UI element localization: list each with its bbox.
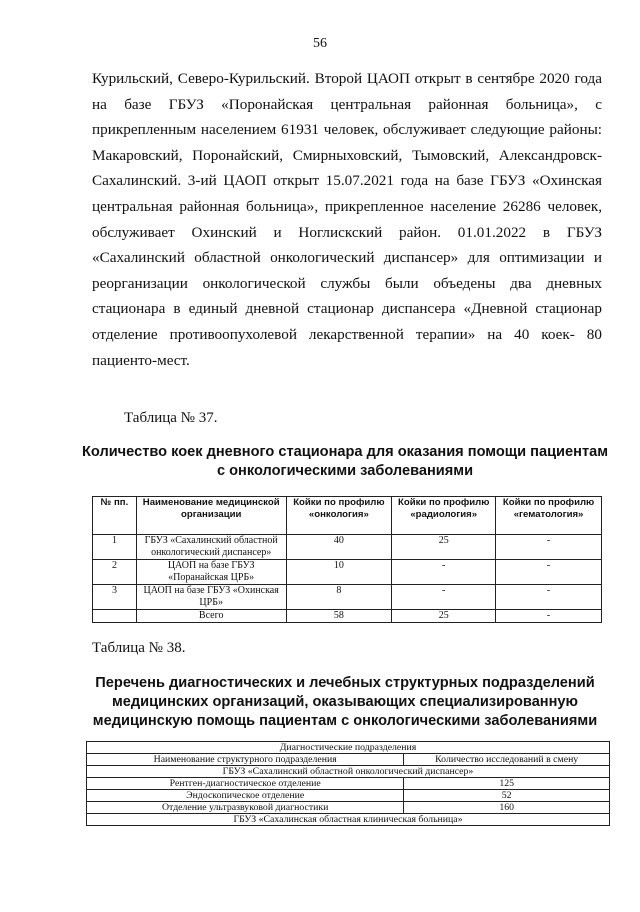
table-38-title-line-1: Перечень диагностических и лечебных структурных подразделений bbox=[95, 675, 595, 691]
table-cell bbox=[93, 610, 137, 623]
table-cell: 8 bbox=[286, 585, 392, 610]
table-row bbox=[93, 560, 602, 585]
table-cell: ГБУЗ «Сахалинский областной онкологический диспансер» bbox=[136, 535, 286, 560]
organization-name: ГБУЗ «Сахалинская областная клиническая больница» bbox=[87, 814, 610, 826]
table-cell: - bbox=[392, 585, 496, 610]
body-paragraph: Курильский, Северо-Курильский. Второй ЦАОП открыт в сентябре 2020 года на базе ГБУЗ «Поронайская центральная районная больница», с прикрепленным населением 61931 человек, обслуживает следующие районы: Макаровский, Поронайский, Смирныховский, Тымовский, Александровск-Сахалинский. 3-ий ЦАОП открыт 15.07.2021 года на базе ГБУЗ «Охинская центральная районная больница», прикрепленное население 26286 человек, обслуживает Охинский и Ноглискский район. 01.01.2022 в ГБУЗ «Сахалинский областной онкологический диспансер» для оптимизации и реорганизации онкологической службы были объедены два дневных стационара в единый дневной стационар диспансера «Дневной стационар отделение противоопухолевой лекарственной терапии» на 40 коек- 80 пациенто-мест. bbox=[92, 70, 602, 369]
table-37-header-row bbox=[93, 497, 602, 535]
header-unit-name: Наименование структурного подразделения bbox=[87, 754, 404, 766]
table-cell: Эндоскопическое отделение bbox=[87, 790, 404, 802]
table-cell: Отделение ультразвуковой диагностики bbox=[87, 802, 404, 814]
table-cell: - bbox=[496, 535, 602, 560]
table-cell: 25 bbox=[392, 535, 496, 560]
table-cell: - bbox=[392, 560, 496, 585]
table-38-title bbox=[80, 674, 610, 731]
table-cell: - bbox=[496, 560, 602, 585]
table-cell: ЦАОП на базе ГБУЗ «Поранайская ЦРБ» bbox=[136, 560, 286, 585]
table-37 bbox=[92, 496, 602, 623]
header-organization: Наименование медицинской организации bbox=[136, 497, 286, 535]
table-cell: 160 bbox=[404, 802, 610, 814]
table-cell: 3 bbox=[93, 585, 137, 610]
header-number: № пп. bbox=[93, 497, 137, 535]
header-oncology-beds: Койки по профилю «онкология» bbox=[286, 497, 392, 535]
table-38-section-row bbox=[87, 742, 610, 754]
table-cell: 52 bbox=[404, 790, 610, 802]
table-cell: 125 bbox=[404, 778, 610, 790]
table-row bbox=[87, 790, 610, 802]
table-cell: 25 bbox=[392, 610, 496, 623]
header-radiology-beds: Койки по профилю «радиология» bbox=[392, 497, 496, 535]
table-cell: ЦАОП на базе ГБУЗ «Охинская ЦРБ» bbox=[136, 585, 286, 610]
table-row bbox=[93, 535, 602, 560]
header-hematology-beds: Койки по профилю «гематология» bbox=[496, 497, 602, 535]
table-37-label: Таблица № 37. bbox=[124, 410, 218, 426]
table-37-title-line-1: Количество коек дневного стационара для оказания помощи пациентам bbox=[81, 444, 609, 460]
table-cell: 58 bbox=[286, 610, 392, 623]
table-cell: - bbox=[496, 585, 602, 610]
table-cell: Рентген-диагностическое отделение bbox=[87, 778, 404, 790]
table-38 bbox=[86, 741, 610, 826]
table-38-org-row bbox=[87, 814, 610, 826]
table-38-org-row bbox=[87, 766, 610, 778]
table-row bbox=[87, 802, 610, 814]
table-cell: - bbox=[496, 610, 602, 623]
table-38-title-line-2: медицинских организаций, оказывающих специализированную bbox=[111, 694, 579, 710]
page-number: 56 bbox=[313, 36, 327, 51]
table-cell: 1 bbox=[93, 535, 137, 560]
table-38-title-line-3: медицинскую помощь пациентам с онкологическими заболеваниями bbox=[92, 713, 598, 729]
organization-name: ГБУЗ «Сахалинский областной онкологический диспансер» bbox=[87, 766, 610, 778]
table-cell: 10 bbox=[286, 560, 392, 585]
table-cell: Всего bbox=[136, 610, 286, 623]
table-38-label: Таблица № 38. bbox=[92, 640, 186, 656]
section-header: Диагностические подразделения bbox=[87, 742, 610, 754]
table-38-header-row bbox=[87, 754, 610, 766]
table-row bbox=[87, 778, 610, 790]
table-total-row bbox=[93, 610, 602, 623]
table-cell: 40 bbox=[286, 535, 392, 560]
table-cell: 2 bbox=[93, 560, 137, 585]
table-37-title-line-2: с онкологическими заболеваниями bbox=[216, 463, 474, 479]
header-studies-per-shift: Количество исследований в смену bbox=[404, 754, 610, 766]
table-row bbox=[93, 585, 602, 610]
table-37-title bbox=[80, 443, 610, 481]
